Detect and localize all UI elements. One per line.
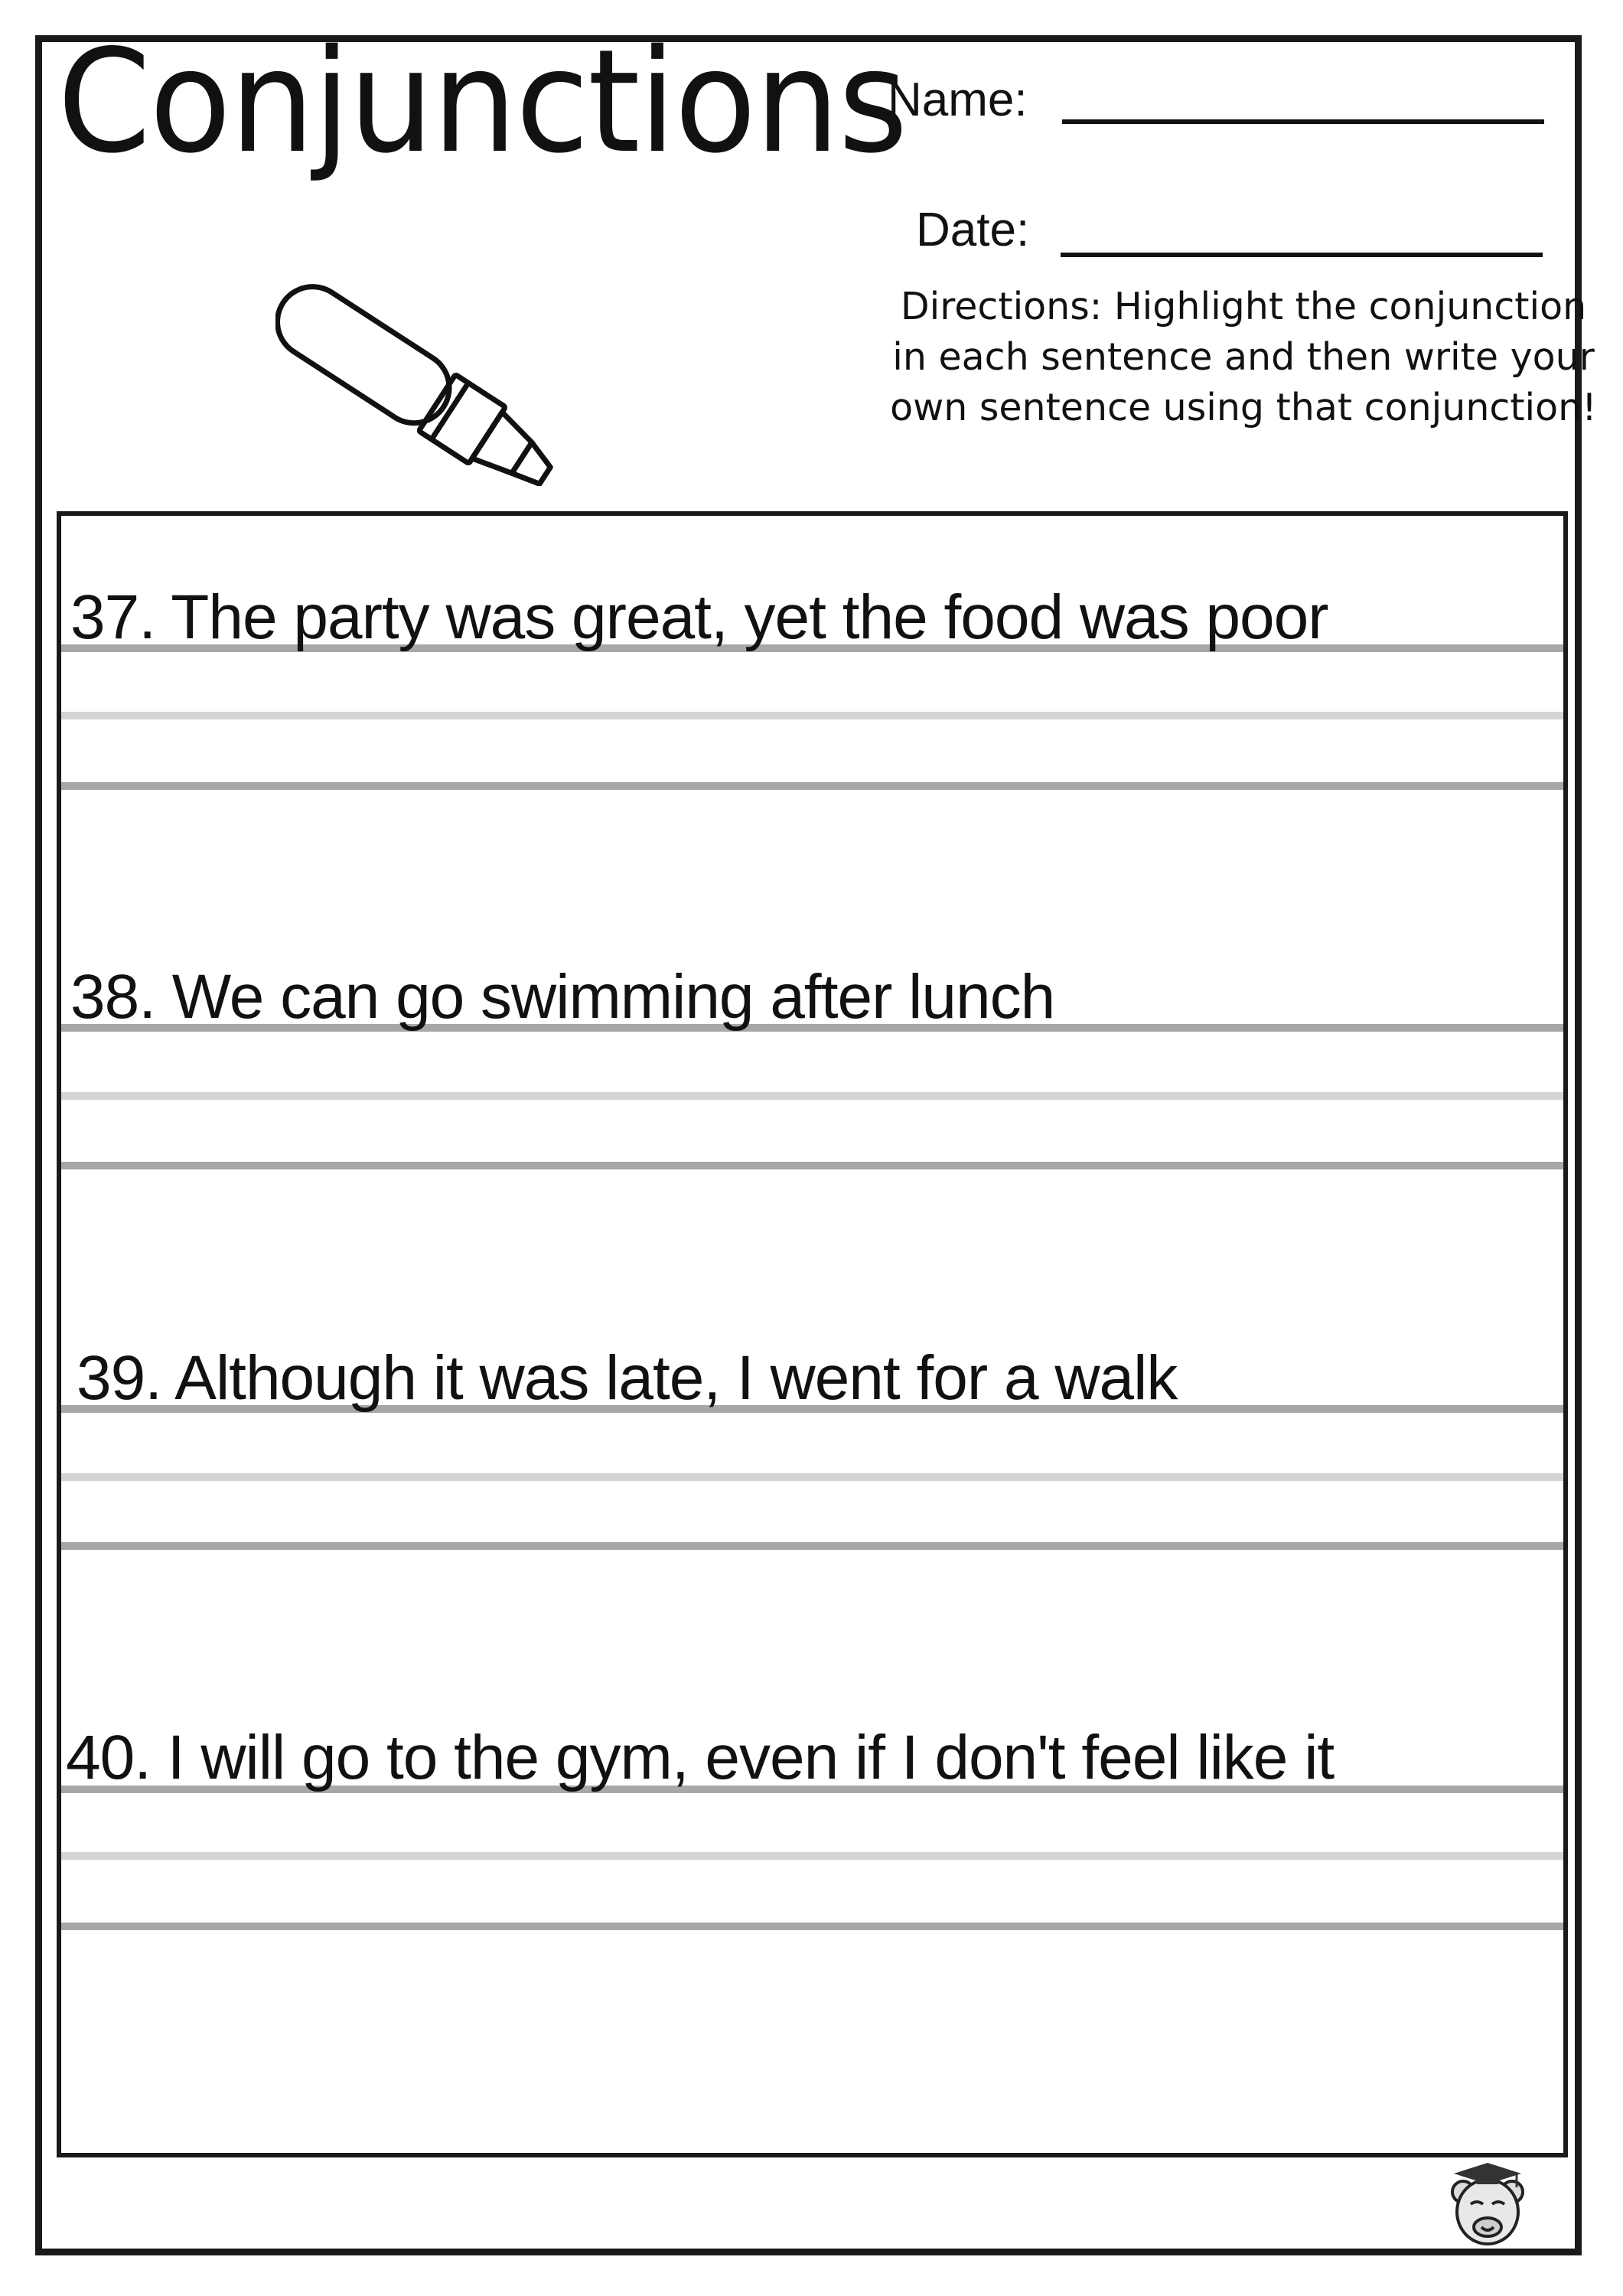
worksheet-title: Conjunctions	[57, 18, 907, 184]
name-label: Name:	[888, 73, 1028, 126]
writing-line-middle	[61, 1852, 1563, 1860]
graduation-mascot-icon	[1446, 2158, 1529, 2249]
highlighter-icon	[275, 226, 635, 486]
name-input-line[interactable]	[1062, 119, 1544, 124]
date-input-line[interactable]	[1061, 253, 1543, 257]
directions-text: Directions: Highlight the conjunction in each sentence and then write your own sentence using that conjunction!	[890, 285, 1597, 429]
exercise-box	[57, 511, 1568, 2157]
writing-line-middle	[61, 712, 1563, 719]
question-39: 39. Although it was late, I went for a walk	[77, 1343, 1178, 1413]
question-40: 40. I will go to the gym, even if I don't feel like it	[66, 1723, 1335, 1792]
writing-line-bottom[interactable]	[61, 1162, 1563, 1169]
writing-line-middle	[61, 1092, 1563, 1100]
writing-line-bottom[interactable]	[61, 1923, 1563, 1930]
writing-line-bottom[interactable]	[61, 1542, 1563, 1550]
writing-line-bottom[interactable]	[61, 782, 1563, 790]
date-label: Date:	[916, 204, 1030, 256]
question-38: 38. We can go swimming after lunch	[70, 962, 1055, 1032]
question-37: 37. The party was great, yet the food was poor	[70, 582, 1328, 652]
writing-line-middle	[61, 1473, 1563, 1481]
